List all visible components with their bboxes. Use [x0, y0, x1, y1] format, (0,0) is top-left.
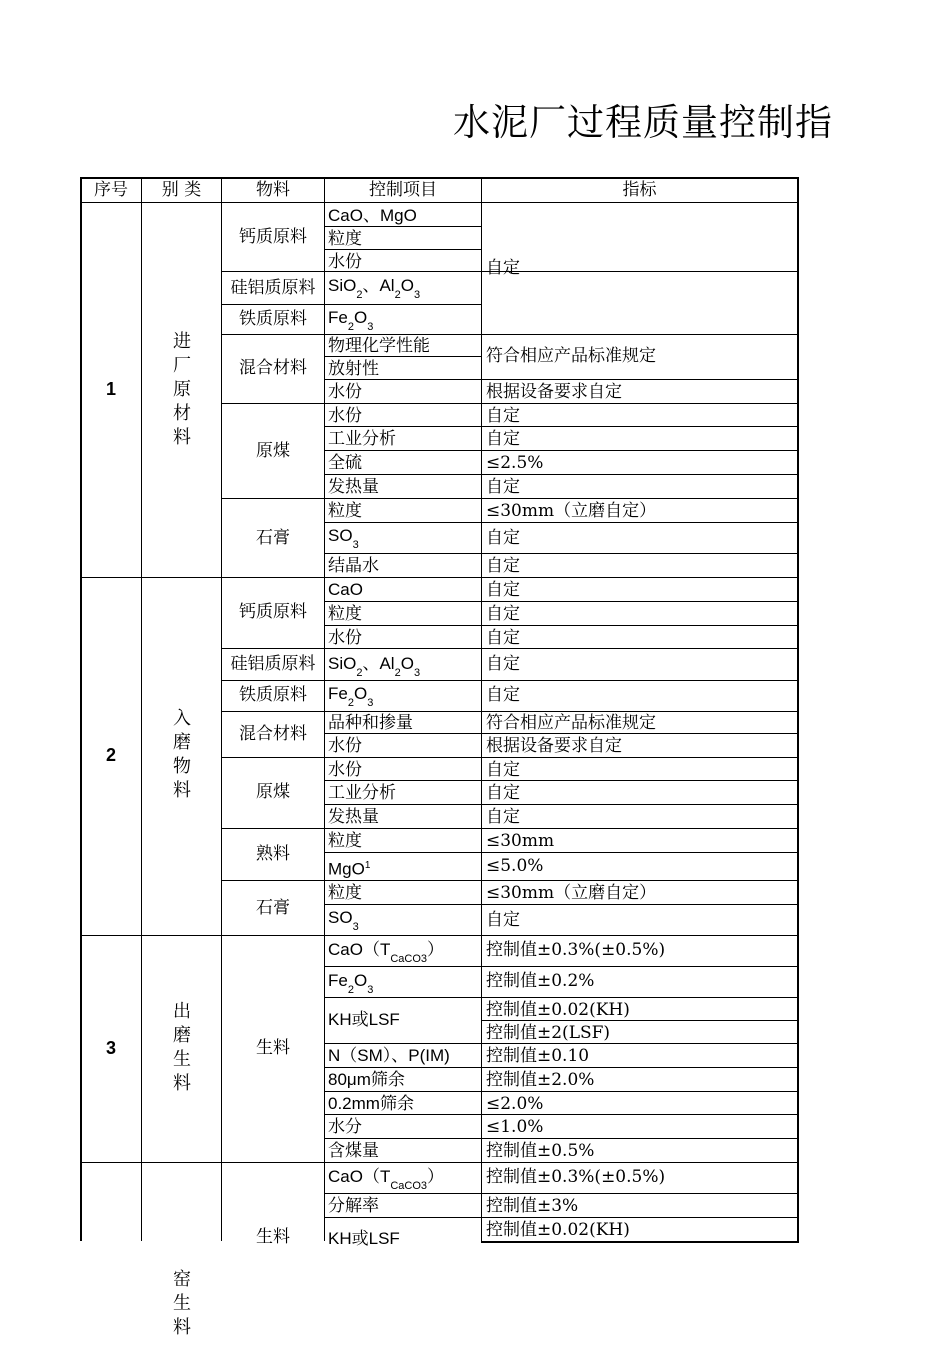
item-cell: 含煤量: [328, 1141, 379, 1161]
item-cell: $Fe_2O_3$: [328, 308, 374, 333]
item-cell: MgO$^1$: [328, 859, 371, 879]
index-cell: 自定: [486, 910, 520, 930]
section-category: 窑生料: [173, 1269, 191, 1338]
material-cell: 硅铝质原料: [230, 654, 316, 674]
header-material: 物料: [256, 180, 290, 200]
item-cell: $SO_3$: [328, 526, 359, 551]
item-cell: 水份: [328, 760, 362, 780]
item-cell: N（SM）、P(IM): [328, 1046, 450, 1065]
material-cell: 混合材料: [239, 724, 307, 744]
material-cell: 原煤: [256, 782, 290, 802]
index-cell: 自定: [486, 580, 520, 600]
index-cell: ≤2.0%: [486, 1094, 544, 1114]
item-cell: 分解率: [328, 1196, 379, 1216]
index-cell: 自定: [486, 654, 520, 674]
item-cell: 粒度: [328, 229, 362, 249]
index-cell: ≤30mm（立磨自定）: [486, 883, 657, 903]
index-cell: 自定: [486, 556, 520, 576]
page-title: 水泥厂过程质量控制指: [453, 101, 833, 144]
index-cell: ≤1.0%: [486, 1117, 544, 1137]
material-cell: 硅铝质原料: [230, 278, 316, 298]
item-cell: 发热量: [328, 807, 379, 827]
item-cell: 水份: [328, 406, 362, 426]
item-cell: 工业分析: [328, 783, 396, 803]
index-cell: 自定: [486, 477, 520, 497]
header-seq: 序号: [94, 180, 128, 200]
item-cell: 水份: [328, 628, 362, 648]
index-cell: 根据设备要求自定: [486, 382, 622, 402]
index-cell: ≤2.5%: [486, 453, 544, 473]
index-cell: 控制值±0.5%: [486, 1141, 595, 1161]
item-cell: 粒度: [328, 831, 362, 851]
item-cell: 水分: [328, 1117, 362, 1137]
item-cell: 粒度: [328, 501, 362, 521]
item-cell: SiO$_2$、$Al_2O_3$: [328, 276, 421, 301]
item-cell: $Fe_2O_3$: [328, 971, 374, 996]
item-cell: 发热量: [328, 477, 379, 497]
item-cell: CaO: [328, 580, 363, 599]
item-cell: $SO_3$: [328, 908, 359, 933]
material-cell: 铁质原料: [239, 685, 307, 705]
section-category: 进厂原材料: [173, 331, 191, 448]
index-cell: ≤30mm（立磨自定）: [486, 501, 657, 521]
item-cell: 80μm筛余: [328, 1070, 405, 1089]
index-cell: ≤5.0%: [486, 856, 544, 876]
index-cell: 控制值±0.02(KH): [486, 1000, 630, 1020]
section-number: 1: [105, 379, 116, 399]
item-cell: 全硫: [328, 453, 362, 473]
index-cell: 自定: [486, 783, 520, 803]
item-cell: KH或LSF: [328, 1010, 400, 1029]
material-cell: 混合材料: [239, 358, 307, 378]
index-cell: 自定: [486, 628, 520, 648]
section-category: 出磨生料: [173, 1001, 191, 1094]
header-category: 别 类: [161, 180, 202, 200]
item-cell: CaO、MgO: [328, 206, 417, 225]
material-cell: 生料: [256, 1038, 290, 1058]
item-cell: $CaO(T_{CaCO3})$: [328, 940, 445, 965]
index-cell: 控制值±0.3%(±0.5%): [486, 1167, 666, 1187]
index-cell: 控制值±2.0%: [486, 1070, 595, 1090]
index-cell: 控制值±0.3%(±0.5%): [486, 940, 666, 960]
section-number: 3: [105, 1038, 116, 1058]
header-item: 控制项目: [369, 180, 437, 200]
index-cell: 符合相应产品标准规定: [486, 346, 656, 366]
index-cell: 自定: [486, 528, 520, 548]
index-cell: 自定: [486, 604, 520, 624]
index-cell: 控制值±3%: [486, 1196, 579, 1216]
material-cell: 铁质原料: [239, 309, 307, 329]
index-cell: 自定: [486, 429, 520, 449]
item-cell: 结晶水: [328, 556, 379, 576]
index-cell: 自定: [486, 685, 520, 705]
section-number: 2: [105, 745, 116, 765]
index-cell: 控制值±0.02(KH): [486, 1220, 630, 1240]
index-cell: ≤30mm: [486, 831, 555, 851]
index-cell: 控制值±0.2%: [486, 971, 595, 991]
material-cell: 熟料: [256, 844, 290, 864]
item-cell: 0.2mm筛余: [328, 1094, 414, 1113]
index-cell: 控制值±2(LSF): [486, 1023, 611, 1043]
index-cell: 自定: [486, 258, 520, 278]
index-cell: 根据设备要求自定: [486, 736, 622, 756]
item-cell: 水份: [328, 252, 362, 272]
section-category: 入磨物料: [173, 708, 191, 801]
item-cell: 物理化学性能: [328, 336, 430, 356]
header-index: 指标: [622, 180, 657, 200]
material-cell: 钙质原料: [239, 602, 307, 622]
material-cell: 石膏: [256, 898, 290, 918]
material-cell: 钙质原料: [239, 227, 307, 247]
index-cell: 自定: [486, 807, 520, 827]
material-cell: 石膏: [256, 528, 290, 548]
item-cell: 品种和掺量: [328, 713, 413, 733]
item-cell: KH或LSF: [328, 1229, 400, 1248]
item-cell: SiO$_2$、$Al_2O_3$: [328, 654, 421, 679]
index-cell: 自定: [486, 406, 520, 426]
index-cell: 符合相应产品标准规定: [486, 713, 656, 733]
index-cell: 自定: [486, 760, 520, 780]
item-cell: 粒度: [328, 883, 362, 903]
item-cell: 水份: [328, 736, 362, 756]
item-cell: $CaO(T_{CaCO3})$: [328, 1167, 445, 1192]
item-cell: 工业分析: [328, 429, 396, 449]
item-cell: 粒度: [328, 604, 362, 624]
index-cell: 控制值±0.10: [486, 1046, 590, 1066]
material-cell: 生料: [256, 1227, 290, 1247]
material-cell: 原煤: [256, 441, 290, 461]
item-cell: $Fe_2O_3$: [328, 684, 374, 709]
item-cell: 放射性: [328, 359, 379, 379]
item-cell: 水份: [328, 382, 362, 402]
